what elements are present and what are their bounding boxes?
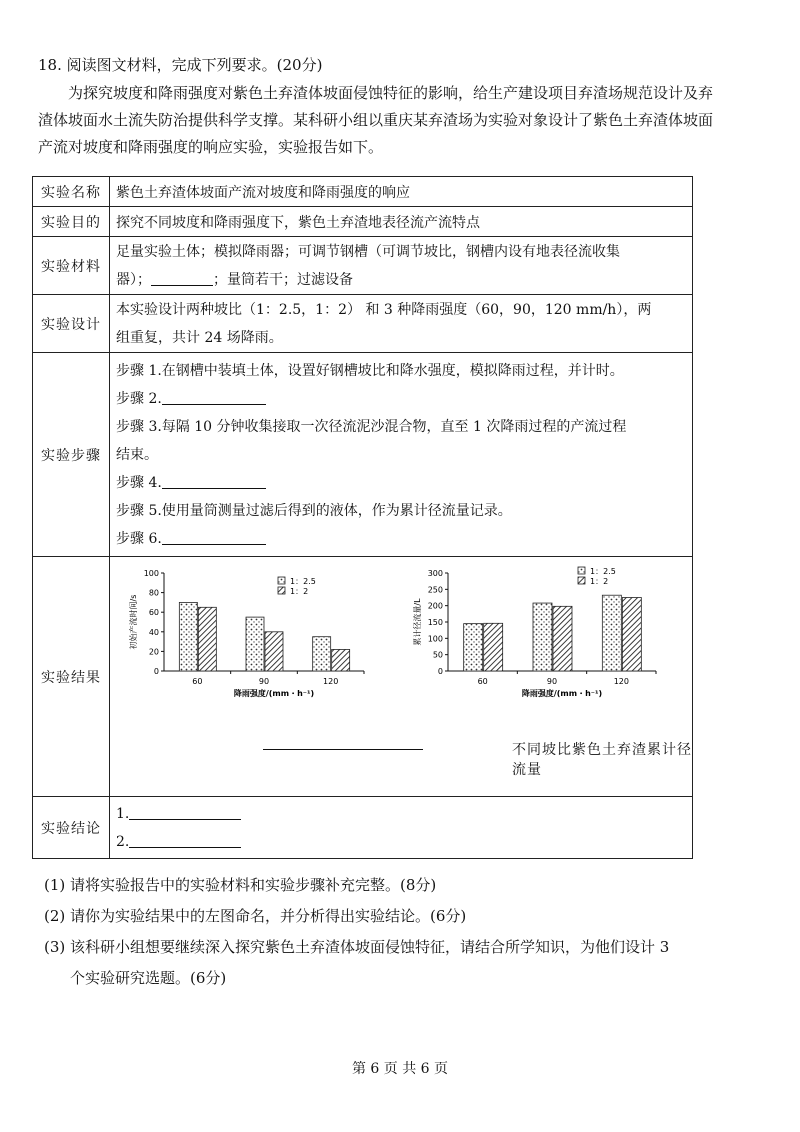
bar-ratio-1-2.5 xyxy=(464,624,483,671)
materials-text-b: ；量筒若干；过滤设备 xyxy=(213,271,353,288)
left-bar-chart xyxy=(120,563,390,723)
page-footer: 第 6 页 共 6 页 xyxy=(351,1061,449,1077)
bar-ratio-1-2 xyxy=(265,632,283,671)
conclusion-1-blank[interactable] xyxy=(129,803,241,820)
design-line-1: 本实验设计两种坡比（1：2.5，1：2） 和 3 种降雨强度（60，90，120 mm/h），两 xyxy=(116,301,652,318)
materials-cell xyxy=(110,237,693,295)
materials-blank[interactable] xyxy=(151,269,213,286)
conclusion-1: 1. xyxy=(116,805,130,822)
bar-ratio-1-2.5 xyxy=(313,637,331,671)
results-label: 实验结果 xyxy=(33,557,110,797)
materials-line-2 xyxy=(116,266,686,294)
legend-label: 1：2 xyxy=(590,577,609,586)
step-6: 步骤 6. xyxy=(116,530,162,547)
legend-label: 1：2.5 xyxy=(590,567,616,576)
bar-ratio-1-2.5 xyxy=(533,603,552,671)
x-tick-label: 90 xyxy=(546,677,558,686)
bar-ratio-1-2.5 xyxy=(179,602,197,671)
step-6-blank[interactable] xyxy=(162,528,266,545)
legend-swatch xyxy=(278,587,285,594)
left-chart-caption-blank[interactable] xyxy=(263,749,423,750)
task-questions xyxy=(44,870,714,994)
y-tick-label: 80 xyxy=(148,588,159,598)
name-label: 实验名称 xyxy=(33,177,110,207)
step-2-row xyxy=(116,385,686,413)
materials-line-1: 足量实验土体；模拟降雨器；可调节钢槽（可调节坡比，钢槽内设有地表径流收集 xyxy=(116,243,620,260)
step-3-line-2: 结束。 xyxy=(116,446,158,463)
legend-label: 1：2.5 xyxy=(290,577,316,586)
step-4: 步骤 4. xyxy=(116,474,162,491)
legend-swatch xyxy=(578,577,585,584)
materials-text-a: 器）； xyxy=(116,271,151,288)
conclusion-2: 2. xyxy=(116,833,130,850)
y-tick-label: 300 xyxy=(427,569,443,578)
y-tick-label: 0 xyxy=(153,667,159,676)
x-tick-label: 90 xyxy=(258,677,270,686)
conclusion-label: 实验结论 xyxy=(33,797,110,859)
experiment-report-table xyxy=(32,176,693,859)
y-tick-label: 150 xyxy=(427,618,443,627)
bar-ratio-1-2.5 xyxy=(602,595,621,671)
question-1: (1) 请将实验报告中的实验材料和实验步骤补充完整。(8分) xyxy=(44,876,437,894)
y-axis-title: 累计径流量/L xyxy=(413,598,422,646)
step-6-row xyxy=(116,525,686,553)
y-tick-label: 200 xyxy=(427,601,443,611)
y-axis-title: 初始产流时间/s xyxy=(129,594,138,650)
bar-ratio-1-2.5 xyxy=(246,617,264,671)
bar-ratio-1-2 xyxy=(198,607,216,671)
purpose-value: 探究不同坡度和降雨强度下，紫色土弃渣地表径流产流特点 xyxy=(110,207,693,237)
y-tick-label: 250 xyxy=(427,585,443,595)
conclusion-cell xyxy=(110,797,693,859)
y-tick-label: 60 xyxy=(148,608,159,618)
x-tick-label: 120 xyxy=(613,677,629,686)
x-axis-title: 降雨强度/(mm・h⁻¹) xyxy=(233,689,315,698)
design-label: 实验设计 xyxy=(33,295,110,353)
question-2: (2) 请你为实验结果中的左图命名，并分析得出实验结论。(6分) xyxy=(44,907,467,925)
step-3-line-1: 步骤 3.每隔 10 分钟收集接取一次径流泥沙混合物，直至 1 次降雨过程的产流过程 xyxy=(116,418,627,435)
x-tick-label: 60 xyxy=(477,677,488,686)
legend-label: 1：2 xyxy=(290,587,309,596)
right-bar-chart xyxy=(400,563,672,723)
y-tick-label: 20 xyxy=(148,647,159,657)
bar-ratio-1-2 xyxy=(484,623,503,671)
purpose-label: 实验目的 xyxy=(33,207,110,237)
y-tick-label: 50 xyxy=(432,650,443,660)
step-1: 步骤 1.在钢槽中装填土体，设置好钢槽坡比和降水强度，模拟降雨过程，并计时。 xyxy=(116,362,624,379)
right-chart-caption: 不同坡比紫色土弃渣累计径流量 xyxy=(512,742,692,778)
step-4-row xyxy=(116,469,686,497)
question-3-line-1: (3) 该科研小组想要继续深入探究紫色土弃渣体坡面侵蚀特征，请结合所学知识，为他们设计 3 xyxy=(44,938,670,956)
conclusion-1-row xyxy=(116,800,686,828)
step-2: 步骤 2. xyxy=(116,390,162,407)
step-2-blank[interactable] xyxy=(162,388,266,405)
bar-ratio-1-2 xyxy=(622,598,641,672)
materials-label: 实验材料 xyxy=(33,237,110,295)
legend-swatch xyxy=(578,567,585,574)
y-tick-label: 40 xyxy=(148,627,159,637)
bar-ratio-1-2 xyxy=(553,606,572,671)
conclusion-2-row xyxy=(116,828,686,856)
step-5: 步骤 5.使用量筒测量过滤后得到的液体，作为累计径流量记录。 xyxy=(116,502,512,519)
design-line-2: 组重复，共计 24 场降雨。 xyxy=(116,329,283,346)
step-4-blank[interactable] xyxy=(162,472,266,489)
x-axis-title: 降雨强度/(mm・h⁻¹) xyxy=(521,689,603,698)
y-tick-label: 100 xyxy=(427,634,443,644)
question-intro: 为探究坡度和降雨强度对紫色土弃渣体坡面侵蚀特征的影响，给生产建设项目弃渣场规范设计及弃渣体坡面水土流失防治提供科学支撑。某科研小组以重庆某弃渣场为实验对象设计了紫色土弃渣体坡面产流对坡度和降雨强度的响应实验，实验报告如下。 xyxy=(38,84,714,156)
legend-swatch xyxy=(278,577,285,584)
y-tick-label: 100 xyxy=(143,569,159,578)
bar-ratio-1-2 xyxy=(332,649,350,671)
steps-label: 实验步骤 xyxy=(33,353,110,557)
question-3-line-2: 个实验研究选题。(6分) xyxy=(70,969,227,987)
x-tick-label: 120 xyxy=(323,677,339,686)
question-title: 18. 阅读图文材料，完成下列要求。(20分) xyxy=(38,56,323,74)
results-cell xyxy=(110,557,693,797)
x-tick-label: 60 xyxy=(192,677,203,686)
design-cell xyxy=(110,295,693,353)
y-tick-label: 0 xyxy=(437,667,443,676)
name-value: 紫色土弃渣体坡面产流对坡度和降雨强度的响应 xyxy=(110,177,693,207)
conclusion-2-blank[interactable] xyxy=(129,831,241,848)
steps-cell xyxy=(110,353,693,557)
